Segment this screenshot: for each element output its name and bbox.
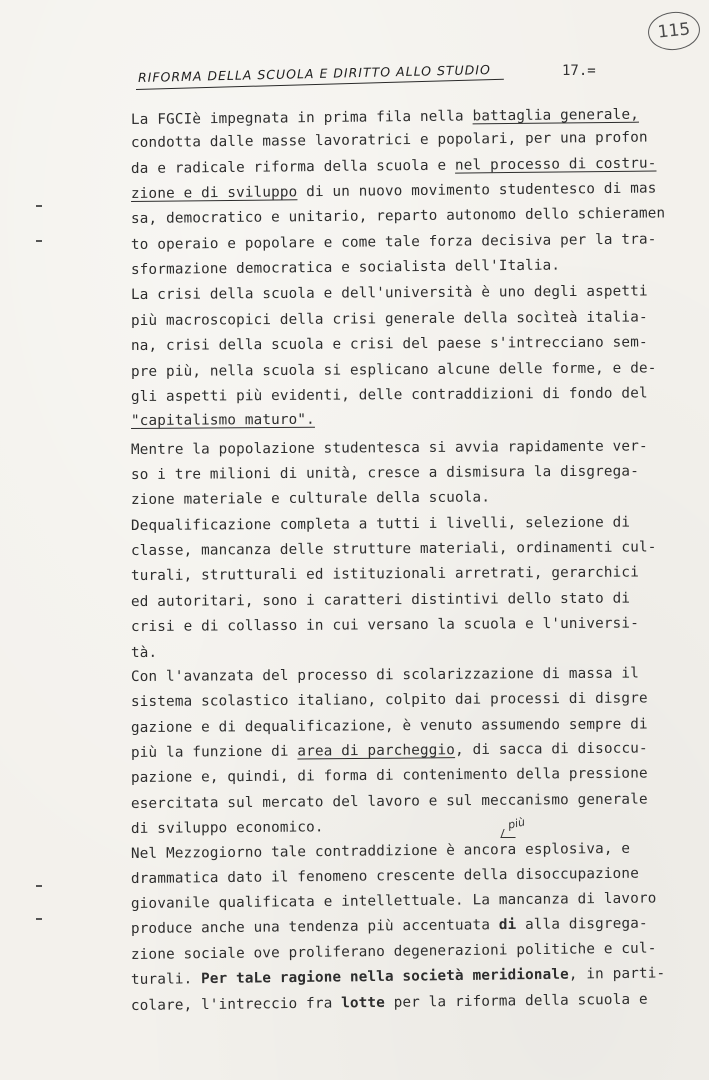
- bold-phrase: di: [498, 916, 517, 934]
- text-run: più macroscopici della crisi generale della socìteà italia-: [130, 309, 648, 329]
- text-run: esercitata sul mercato del lavoro e sul meccanismo generale: [130, 791, 648, 812]
- text-line: [131, 462, 639, 484]
- text-line: [131, 964, 665, 989]
- text-line: [131, 359, 657, 381]
- text-run: zione materiale e culturale della scuola.: [130, 489, 491, 508]
- text-run: Mentre la popolazione studentesca si avvia rapidamente ver-: [130, 438, 648, 458]
- text-line: [131, 282, 648, 304]
- text-run: sa, democratico e unitario, reparto autonomo dello schieramen: [130, 205, 666, 227]
- page-number: 17.=: [562, 63, 596, 79]
- text-run: gli aspetti più evidenti, delle contraddizioni di fondo del: [130, 385, 648, 405]
- text-line: [131, 991, 648, 1015]
- text-run: sistema scolastico italiano, colpito dai processi di disgre: [130, 690, 648, 710]
- text-line: [131, 437, 648, 459]
- text-line: [131, 384, 648, 406]
- archive-stamp: 115: [646, 9, 702, 52]
- text-run: , di sacca di disoccu-: [454, 740, 648, 759]
- text-run: pre più, nella scuola si esplicano alcune delle forme, e de-: [130, 360, 657, 380]
- text-line: [131, 514, 630, 535]
- underlined-phrase: "capitalismo maturo".: [130, 411, 315, 429]
- underlined-phrase: area di parcheggio: [297, 742, 456, 760]
- text-line: [131, 411, 315, 430]
- text-line: [131, 308, 648, 330]
- insertion-caret: [500, 829, 518, 838]
- text-run: produce anche una tendenza più accentuata: [130, 917, 499, 937]
- text-line: [131, 204, 665, 228]
- text-run: condotta dalle masse lavoratrici e popolari, per una profon: [130, 129, 648, 151]
- text-run: più la funzione di: [130, 743, 298, 761]
- margin-mark: [36, 885, 42, 887]
- handwritten-title: RIFORMA DELLA SCUOLA E DIRITTO ALLO STUDIO: [137, 61, 492, 85]
- text-run: alla disgrega-: [516, 915, 648, 933]
- text-line: [131, 644, 157, 662]
- text-line: [131, 257, 560, 279]
- handwritten-insertion: più: [506, 815, 527, 832]
- text-line: [131, 614, 639, 636]
- underlined-phrase: battaglia generale,: [472, 106, 640, 125]
- text-run: tà.: [130, 644, 158, 661]
- text-line: [131, 590, 630, 611]
- underlined-phrase: nel processo di costru-: [454, 155, 657, 174]
- text-run: crisi e di collasso in cui versano la scuola e l'universi-: [130, 615, 639, 635]
- text-run: ed autoritari, sono i caratteri distintivi dello stato di: [130, 590, 631, 610]
- text-line: [131, 129, 648, 152]
- text-line: [131, 106, 639, 129]
- text-line: [131, 889, 657, 913]
- text-run: giovanile qualificata e intellettuale. La mancanza di lavoro: [130, 890, 657, 912]
- text-run: pazione e, quindi, di forma di contenimento della pressione: [130, 765, 648, 786]
- text-line: [131, 865, 639, 888]
- text-line: [131, 333, 648, 355]
- margin-mark: [36, 240, 42, 242]
- text-line: [131, 563, 639, 585]
- text-line: [131, 790, 648, 813]
- text-run: Con l'avanzata del processo di scolarizzazione di massa il: [130, 665, 639, 685]
- bold-phrase: lotte: [341, 994, 386, 1012]
- text-line: [131, 179, 657, 203]
- text-line: [131, 154, 657, 178]
- bold-phrase: Per taLe ragione nella società meridionale: [200, 966, 569, 988]
- text-line: [131, 689, 648, 711]
- text-run: gazione e di dequalificazione, è venuto assumendo sempre di: [130, 716, 648, 736]
- text-run: turali.: [130, 971, 202, 988]
- text-run: zione sociale ove proliferano degenerazioni politiche e cul-: [130, 940, 657, 963]
- text-run: so i tre milioni di unità, cresce a dismisura la disgrega-: [130, 463, 639, 483]
- text-line: [131, 715, 648, 737]
- text-run: drammatica dato il fenomeno crescente della disoccupazione: [130, 865, 639, 887]
- text-run: per la riforma della scuola e: [384, 991, 648, 1011]
- text-line: [131, 488, 490, 509]
- text-run: Dequalificazione completa a tutti i livelli, selezione di: [130, 514, 631, 534]
- text-run: classe, mancanza delle strutture materiali, ordinamenti cul-: [130, 539, 657, 559]
- text-run: to operaio e popolare e come tale forza decisiva per la tra-: [130, 231, 657, 253]
- text-run: , in parti-: [568, 965, 666, 983]
- text-run: di sviluppo economico.: [130, 819, 324, 837]
- text-line: [131, 739, 648, 762]
- text-run: sformazione democratica e socialista dell'Italia.: [130, 257, 561, 278]
- text-line: [131, 840, 630, 863]
- text-run: di un nuovo movimento studentesco di mas: [297, 180, 657, 201]
- text-line: [131, 764, 648, 787]
- text-line: [131, 230, 657, 254]
- text-line: [131, 915, 648, 938]
- text-line: [131, 538, 657, 560]
- text-run: La FGCIè impegnata in prima fila nella: [130, 108, 473, 128]
- text-run: da e radicale riforma della scuola e: [130, 157, 456, 177]
- text-line: [131, 664, 639, 686]
- text-line: [131, 818, 324, 838]
- margin-mark: [36, 918, 42, 920]
- text-run: Nel Mezzogiorno tale contraddizione è ancora esplosiva, e: [130, 840, 631, 862]
- underlined-phrase: zione e di sviluppo: [130, 184, 298, 202]
- text-run: na, crisi della scuola e crisi del paese s'intrecciano sem-: [130, 334, 648, 354]
- text-run: turali, strutturali ed istituzionali arretrati, gerarchici: [130, 564, 639, 584]
- text-run: colare, l'intreccio fra: [130, 995, 342, 1014]
- text-run: La crisi della scuola e dell'università è uno degli aspetti: [130, 283, 648, 303]
- margin-mark: [36, 205, 42, 207]
- text-line: [131, 940, 657, 964]
